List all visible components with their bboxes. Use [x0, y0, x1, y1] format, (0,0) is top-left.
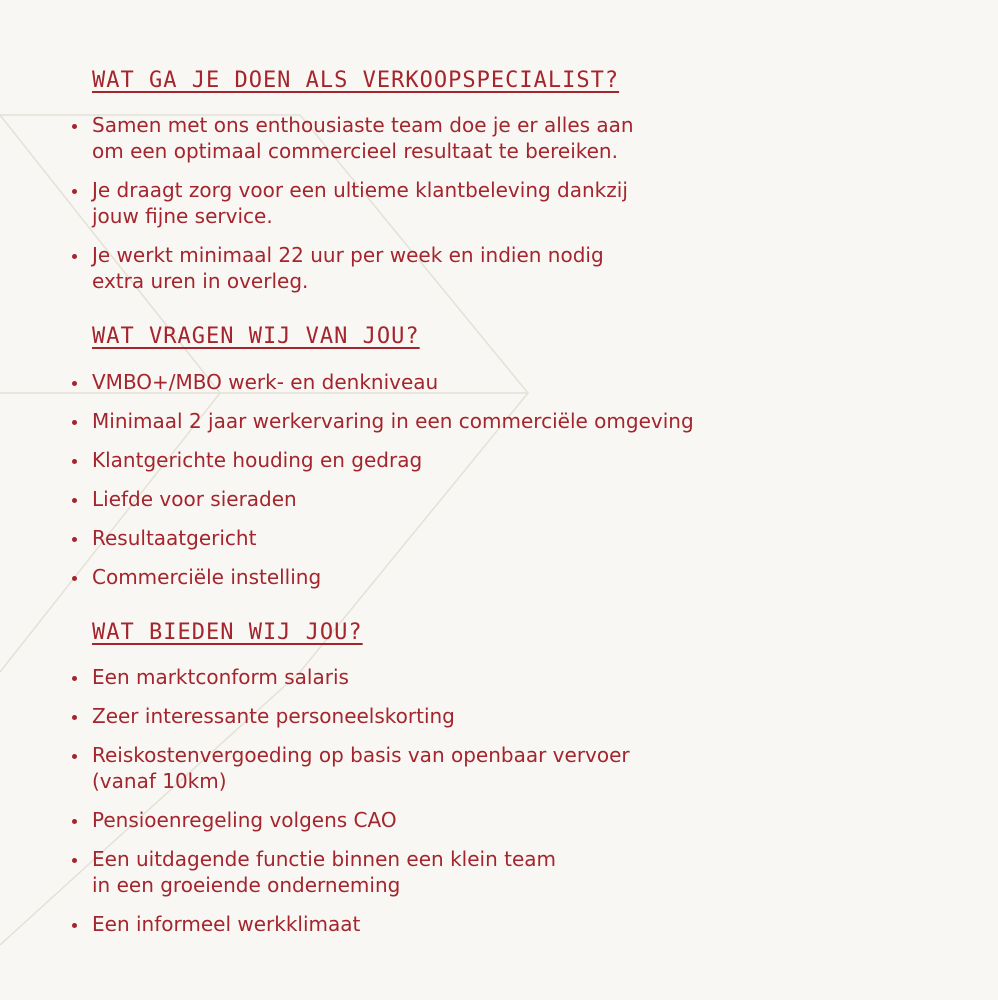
list-item: [70, 911, 970, 937]
list-item-line: Je werkt minimaal 22 uur per week en indien nodig: [92, 243, 604, 268]
list-item: [70, 242, 970, 294]
list-item-line: in een groeiende onderneming: [92, 873, 401, 898]
list-item-line: Samen met ons enthousiaste team doe je er alles aan: [92, 113, 634, 138]
list-item-line: Een informeel werkklimaat: [92, 912, 361, 937]
list-item-line: Een uitdagende functie binnen een klein team: [92, 847, 556, 872]
section-3: [70, 620, 970, 937]
list-item: [70, 807, 970, 833]
list-item-line: Minimaal 2 jaar werkervaring in een commerciële omgeving: [92, 408, 694, 433]
section-title: WAT GA JE DOEN ALS VERKOOPSPECIALIST?: [92, 68, 620, 93]
list-item: [70, 564, 970, 590]
bullet-list: [70, 664, 970, 937]
section-title: WAT VRAGEN WIJ VAN JOU?: [92, 324, 420, 350]
list-item: [70, 408, 970, 434]
list-item-line: Zeer interessante personeelskorting: [92, 704, 455, 729]
list-item-line: extra uren in overleg.: [92, 269, 309, 294]
list-item: [70, 447, 970, 473]
bullet-list: [70, 112, 970, 294]
list-item-line: Commerciële instelling: [92, 564, 322, 589]
list-item-line: Pensioenregeling volgens CAO: [92, 808, 397, 833]
list-item-line: VMBO+/MBO werk- en denkniveau: [92, 369, 439, 394]
list-item-line: (vanaf 10km): [92, 769, 227, 794]
list-item: [70, 846, 970, 898]
list-item-line: Liefde voor sieraden: [92, 486, 297, 511]
section-2: [70, 324, 970, 589]
list-item-line: Je draagt zorg voor een ultieme klantbeleving dankzij: [92, 178, 628, 203]
list-item-line: Resultaatgericht: [92, 525, 257, 550]
list-item: [70, 703, 970, 729]
list-item-line: Klantgerichte houding en gedrag: [92, 447, 423, 472]
list-item: [70, 742, 970, 794]
section-1: [70, 68, 970, 294]
list-item-line: om een optimaal commercieel resultaat te bereiken.: [92, 139, 618, 164]
list-item: [70, 486, 970, 512]
list-item: [70, 177, 970, 229]
list-item-line: jouw fijne service.: [92, 204, 273, 229]
list-item-line: Reiskostenvergoeding op basis van openbaar vervoer: [92, 743, 630, 768]
list-item-line: Een marktconform salaris: [92, 665, 349, 690]
bullet-list: [70, 369, 970, 590]
list-item: [70, 369, 970, 395]
list-item: [70, 664, 970, 690]
list-item: [70, 112, 970, 164]
vacancy-content: [70, 68, 970, 967]
section-title: WAT BIEDEN WIJ JOU?: [92, 619, 363, 645]
list-item: [70, 525, 970, 551]
